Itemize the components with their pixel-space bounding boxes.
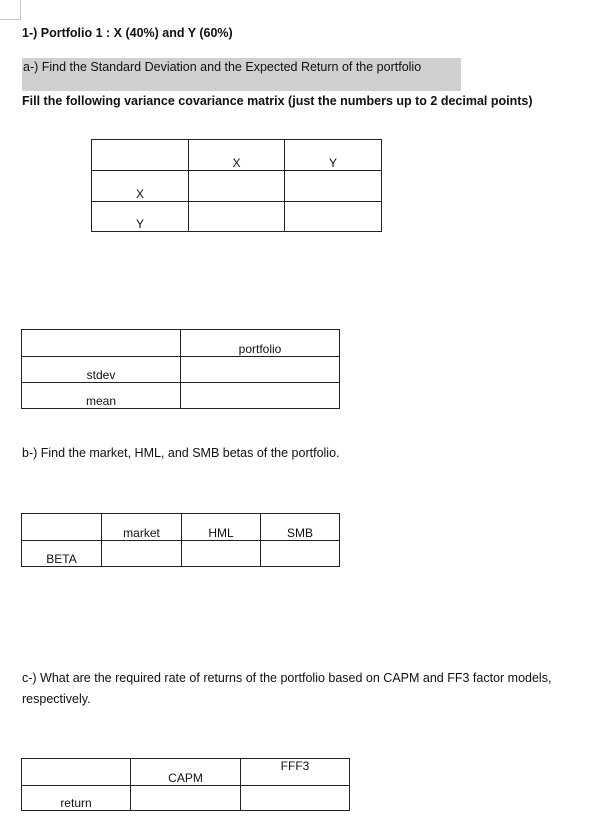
matrix-cell-yy[interactable] (285, 202, 382, 232)
question-heading: 1-) Portfolio 1 : X (40%) and Y (60%) (22, 26, 233, 40)
stats-row-label-stdev: stdev (22, 357, 181, 383)
matrix-cell-yx[interactable] (189, 202, 285, 232)
matrix-cell-xy[interactable] (285, 171, 382, 202)
stats-cell-mean[interactable] (181, 383, 340, 409)
matrix-row-label-x: X (92, 171, 189, 202)
beta-header-market: market (102, 514, 182, 541)
stats-row-label-mean: mean (22, 383, 181, 409)
matrix-corner-cell (92, 140, 189, 171)
beta-table (21, 513, 340, 567)
beta-corner-cell (22, 514, 102, 541)
return-header-ff3: FFF3 (241, 759, 350, 786)
covariance-matrix-table (91, 139, 382, 232)
stats-header-portfolio: portfolio (181, 330, 340, 357)
stats-cell-stdev[interactable] (181, 357, 340, 383)
beta-cell-smb[interactable] (261, 541, 340, 567)
page-corner-mark (0, 0, 21, 20)
matrix-header-y: Y (285, 140, 382, 171)
matrix-header-x: X (189, 140, 285, 171)
return-cell-ff3[interactable] (241, 786, 350, 811)
return-table (21, 758, 350, 811)
part-b-text: b-) Find the market, HML, and SMB betas of the portfolio. (22, 446, 340, 460)
beta-row-label: BETA (22, 541, 102, 567)
return-header-capm: CAPM (131, 759, 241, 786)
return-row-label: return (22, 786, 131, 811)
beta-cell-market[interactable] (102, 541, 182, 567)
beta-cell-hml[interactable] (182, 541, 261, 567)
part-c-text: c-) What are the required rate of returns of the portfolio based on CAPM and FF3 factor models, respectively. (22, 671, 552, 706)
return-corner-cell (22, 759, 131, 786)
beta-header-smb: SMB (261, 514, 340, 541)
part-a-text: a-) Find the Standard Deviation and the Expected Return of the portfolio (23, 60, 422, 74)
return-cell-capm[interactable] (131, 786, 241, 811)
stats-corner-cell (22, 330, 181, 357)
matrix-instruction: Fill the following variance covariance matrix (just the numbers up to 2 decimal points) (22, 94, 533, 108)
portfolio-stats-table (21, 329, 340, 409)
beta-header-hml: HML (182, 514, 261, 541)
part-a-highlight (22, 58, 461, 91)
matrix-cell-xx[interactable] (189, 171, 285, 202)
matrix-row-label-y: Y (92, 202, 189, 232)
